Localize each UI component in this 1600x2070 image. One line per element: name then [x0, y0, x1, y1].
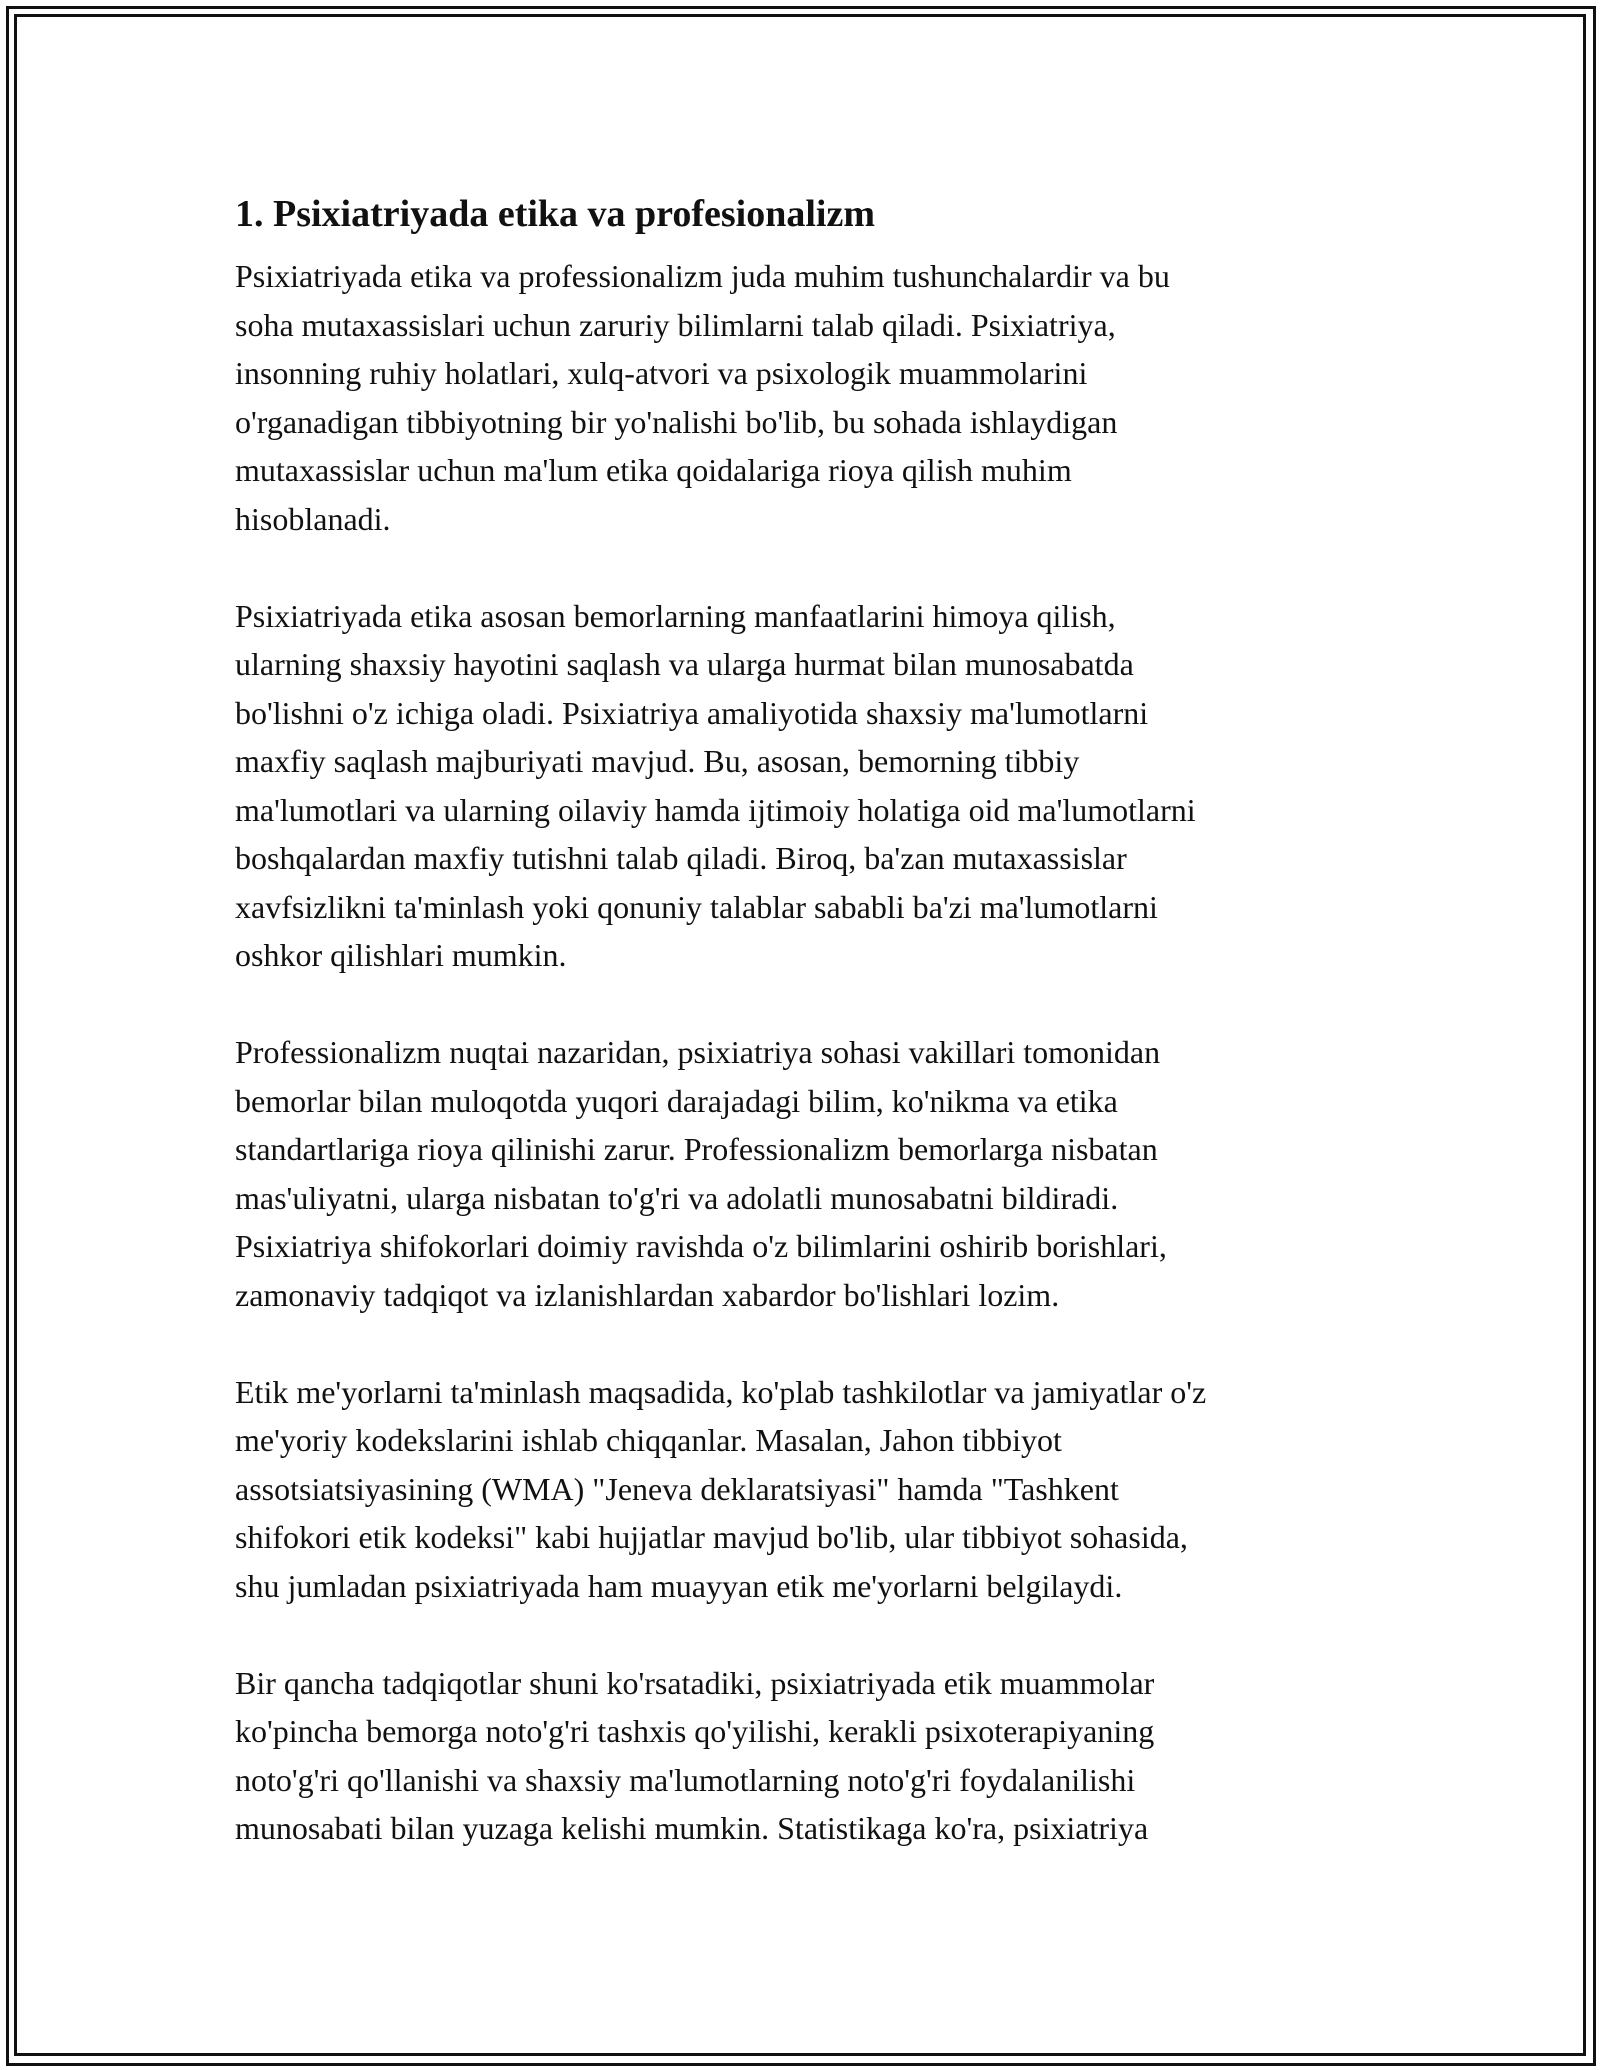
text-line: ma'lumotlari va ularning oilaviy hamda ijtimoiy holatiga oid ma'lumotlarni [235, 791, 1196, 828]
text-line: assotsiatsiyasining (WMA) "Jeneva deklaratsiyasi" hamda "Tashkent [235, 1470, 1119, 1507]
text-line: noto'g'ri qo'llanishi va shaxsiy ma'lumotlarning noto'g'ri foydalanilishi [235, 1761, 1136, 1798]
text-line: soha mutaxassislari uchun zaruriy bilimlarni talab qiladi. Psixiatriya, [235, 306, 1116, 343]
text-line: Bir qancha tadqiqotlar shuni ko'rsatadiki, psixiatriyada etik muammolar [235, 1664, 1155, 1701]
text-line: Psixiatriya shifokorlari doimiy ravishda o'z bilimlarini oshirib borishlari, [235, 1228, 1167, 1264]
text-line: Professionalizm nuqtai nazaridan, psixiatriya sohasi vakillari tomonidan [235, 1034, 1161, 1070]
text-line: ko'pincha bemorga noto'g'ri tashxis qo'yilishi, kerakli psixoterapiyaning [235, 1713, 1155, 1749]
text-line: bo'lishni o'z ichiga oladi. Psixiatriya amaliyotida shaxsiy ma'lumotlarni [235, 694, 1149, 731]
text-line: mas'uliyatni, ularga nisbatan to'g'ri va adolatli munosabatni bildiradi. [235, 1179, 1119, 1216]
paragraph-5 [235, 1659, 1365, 1853]
text-line: zamonaviy tadqiqot va izlanishlardan xabardor bo'lishlari lozim. [235, 1276, 1060, 1313]
text-line: oshkor qilishlari mumkin. [235, 937, 567, 973]
text-line: Psixiatriyada etika asosan bemorlarning manfaatlarini himoya qilish, [235, 597, 1116, 634]
document-body [235, 186, 1365, 1901]
paragraph-2 [235, 592, 1365, 980]
text-line: hisoblanadi. [235, 500, 391, 537]
paragraph-1 [235, 252, 1365, 543]
text-line: Etik me'yorlarni ta'minlash maqsadida, ko'plab tashkilotlar va jamiyatlar o'z [235, 1373, 1207, 1410]
text-line: insonning ruhiy holatlari, xulq-atvori va psixologik muammolarini [235, 355, 1088, 391]
text-line: standartlariga rioya qilinishi zarur. Professionalizm bemorlarga nisbatan [235, 1131, 1158, 1167]
text-line: me'yoriy kodekslarini ishlab chiqqanlar. Masalan, Jahon tibbiyot [235, 1422, 1062, 1458]
text-line: maxfiy saqlash majburiyati mavjud. Bu, asosan, bemorning tibbiy [235, 743, 1080, 779]
text-line: ularning shaxsiy hayotini saqlash va ularga hurmat bilan munosabatda [235, 646, 1134, 682]
section-heading: 1. Psixiatriyada etika va profesionalizm [235, 193, 875, 235]
paragraph-3 [235, 1028, 1365, 1319]
text-line: o'rganadigan tibbiyotning bir yo'nalishi bo'lib, bu sohada ishlaydigan [235, 403, 1118, 440]
text-line: shu jumladan psixiatriyada ham muayyan etik me'yorlarni belgilaydi. [235, 1567, 1123, 1604]
text-line: munosabati bilan yuzaga kelishi mumkin. Statistikaga ko'ra, psixiatriya [235, 1810, 1149, 1846]
text-line: xavfsizlikni ta'minlash yoki qonuniy talablar sababli ba'zi ma'lumotlarni [235, 888, 1158, 925]
text-line: mutaxassislar uchun ma'lum etika qoidalariga rioya qilish muhim [235, 452, 1072, 488]
text-line: shifokori etik kodeksi" kabi hujjatlar mavjud bo'lib, ular tibbiyot sohasida, [235, 1519, 1188, 1555]
paragraph-4 [235, 1368, 1365, 1611]
text-line: boshqalardan maxfiy tutishni talab qiladi. Biroq, ba'zan mutaxassislar [235, 840, 1127, 876]
text-line: bemorlar bilan muloqotda yuqori darajadagi bilim, ko'nikma va etika [235, 1082, 1118, 1119]
text-line: Psixiatriyada etika va professionalizm juda muhim tushunchalardir va bu [235, 258, 1170, 294]
